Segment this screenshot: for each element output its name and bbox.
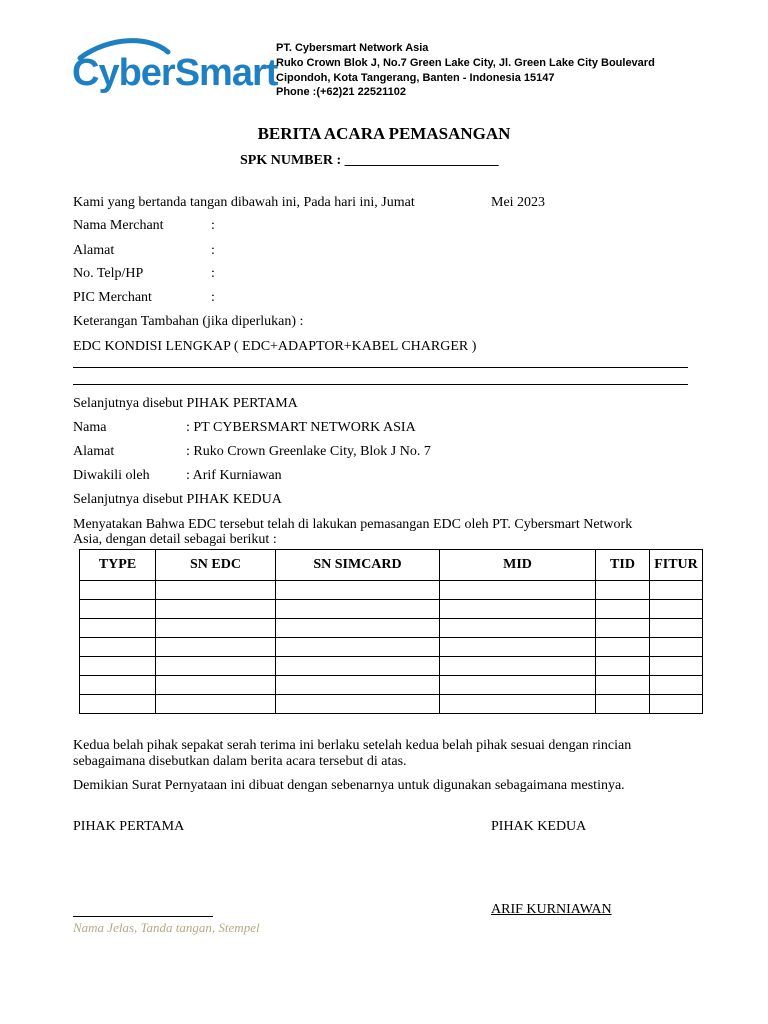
table-cell [440,657,596,676]
company-field-label-name: Nama [73,420,107,435]
statement-line2: Asia, dengan detail sebagai berikut : [73,532,277,547]
column-header-tid: TID [596,550,650,581]
table-cell [156,619,276,638]
table-row [80,695,703,714]
signature-hint: Nama Jelas, Tanda tangan, Stempel [73,920,260,935]
table-cell [156,638,276,657]
table-row [80,638,703,657]
table-cell [596,657,650,676]
table-header-row [80,550,703,581]
field-label-phone: No. Telp/HP [73,266,144,281]
table-cell [596,619,650,638]
table-cell [156,695,276,714]
table-cell [276,600,440,619]
column-header-sn-simcard: SN SIMCARD [276,550,440,581]
table-cell [650,600,703,619]
statement-line1: Menyatakan Bahwa EDC tersebut telah di lakukan pemasangan EDC oleh PT. Cybersmart Network [73,517,633,532]
table-cell [650,676,703,695]
table-cell [440,600,596,619]
signature-label-pihak-pertama: PIHAK PERTAMA [73,819,185,834]
table-cell [276,657,440,676]
table-row [80,600,703,619]
table-cell [440,638,596,657]
table-cell [80,676,156,695]
company-field-label-representative: Diwakili oleh [73,468,150,483]
table-cell [596,581,650,600]
table-cell [596,676,650,695]
field-label-merchant-address: Alamat [73,243,115,258]
table-cell [596,695,650,714]
column-header-sn-edc: SN EDC [156,550,276,581]
table-cell [650,619,703,638]
field-colon: : [211,218,215,233]
company-address-line2: Cipondoh, Kota Tangerang, Banten - Indonesia 15147 [276,72,555,84]
table-cell [80,600,156,619]
closing-line1: Kedua belah pihak sepakat serah terima ini berlaku setelah kedua belah pihak sesuai dengan rincian [73,738,632,753]
table-cell [276,676,440,695]
pihak-pertama-intro: Selanjutnya disebut PIHAK PERTAMA [73,396,298,411]
table-row [80,619,703,638]
table-cell [156,600,276,619]
table-cell [440,581,596,600]
table-cell [80,695,156,714]
table-cell [596,638,650,657]
table-cell [80,638,156,657]
spk-number: SPK NUMBER : ______________________ [240,153,499,168]
company-field-label-address: Alamat [73,444,115,459]
company-field-value-address: : Ruko Crown Greenlake City, Blok J No. 7 [186,444,431,459]
company-field-value-representative: : Arif Kurniawan [186,468,282,483]
table-cell [276,581,440,600]
column-header-type: TYPE [80,550,156,581]
blank-line [73,384,688,385]
column-header-mid: MID [440,550,596,581]
company-phone: Phone :(+62)21 22521102 [276,86,406,98]
company-address-line1: Ruko Crown Blok J, No.7 Green Lake City, Jl. Green Lake City Boulevard [276,57,655,69]
intro-date: Mei 2023 [491,195,546,210]
table-cell [650,657,703,676]
company-field-value-name: : PT CYBERSMART NETWORK ASIA [186,420,416,435]
signature-line [73,916,213,917]
table-cell [276,695,440,714]
signature-name-pihak-kedua: ARIF KURNIAWAN [491,902,612,917]
field-label-pic: PIC Merchant [73,290,152,305]
document-title: BERITA ACARA PEMASANGAN [257,124,511,143]
table-cell [80,581,156,600]
table-cell [276,638,440,657]
table-cell [596,600,650,619]
table-cell [440,676,596,695]
edc-detail-table [79,549,703,714]
table-cell [650,695,703,714]
intro-text: Kami yang bertanda tangan dibawah ini, Pada hari ini, Jumat [73,195,415,210]
table-cell [440,695,596,714]
company-name: PT. Cybersmart Network Asia [276,42,429,54]
table-cell [276,619,440,638]
table-cell [156,676,276,695]
table-cell [650,581,703,600]
table-row [80,676,703,695]
table-cell [80,619,156,638]
table-cell [440,619,596,638]
table-cell [80,657,156,676]
table-cell [156,581,276,600]
blank-line [73,367,688,368]
keterangan-label: Keterangan Tambahan (jika diperlukan) : [73,314,304,329]
column-header-fitur: FITUR [650,550,703,581]
field-colon: : [211,243,215,258]
table-cell [156,657,276,676]
closing-line2: sebagaimana disebutkan dalam berita acara tersebut di atas. [73,754,407,769]
company-logo [70,38,278,100]
pihak-kedua-intro: Selanjutnya disebut PIHAK KEDUA [73,492,282,507]
keterangan-value: EDC KONDISI LENGKAP ( EDC+ADAPTOR+KABEL CHARGER ) [73,339,477,354]
table-row [80,657,703,676]
field-colon: : [211,290,215,305]
closing-line3: Demikian Surat Pernyataan ini dibuat dengan sebenarnya untuk digunakan sebagaimana mestinya. [73,778,625,793]
table-row [80,581,703,600]
logo-text: CyberSmart [72,52,278,94]
signature-label-pihak-kedua: PIHAK KEDUA [491,819,587,834]
field-label-merchant-name: Nama Merchant [73,218,164,233]
field-colon: : [211,266,215,281]
table-cell [650,638,703,657]
